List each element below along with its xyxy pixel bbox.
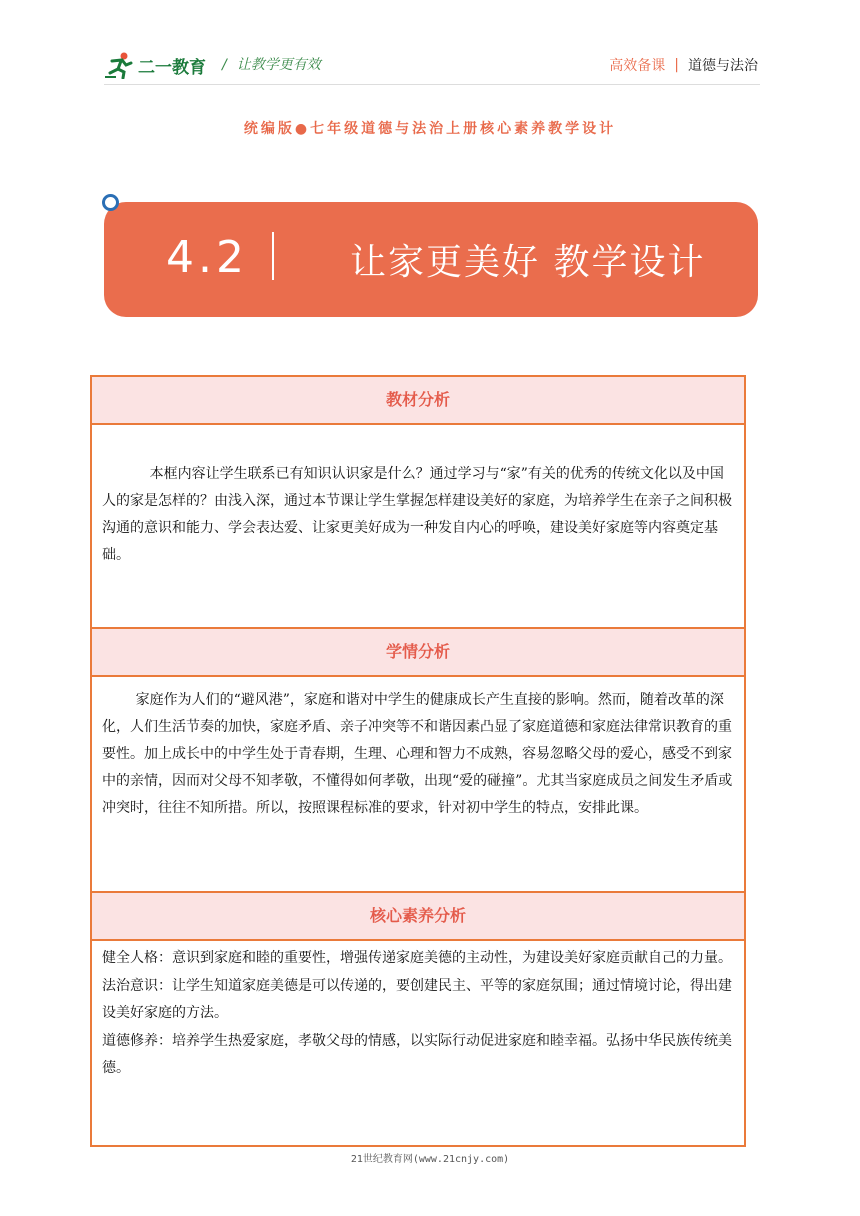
tag-subject: 道德与法治 xyxy=(688,58,758,74)
runner-logo-icon xyxy=(104,51,134,79)
page-footer: 21世纪教育网(www.21cnjy.com) xyxy=(350,1154,510,1165)
literacy-item: 道德修养：培养学生热爱家庭，孝敬父母的情感，以实际行动促进家庭和睦幸福。弘扬中华民族传统美德。 xyxy=(102,1032,732,1076)
banner-divider xyxy=(272,232,274,280)
section-body-literacy xyxy=(92,941,744,1145)
slogan-text: 让教学更有效 xyxy=(236,57,321,73)
section-header-literacy: 核心素养分析 xyxy=(92,893,744,941)
header-divider xyxy=(104,84,760,85)
tag-separator: | xyxy=(674,57,679,73)
logo-text: 二一教育 xyxy=(138,57,206,78)
slogan-slash: / xyxy=(222,57,227,73)
page-header xyxy=(0,0,860,100)
section-body-textbook xyxy=(92,425,744,629)
section-body-students xyxy=(92,677,744,893)
slogan xyxy=(222,54,321,74)
banner-circle-icon xyxy=(102,194,119,211)
logo xyxy=(104,50,206,80)
tag-efficient-prep: 高效备课 xyxy=(609,58,666,74)
document-subtitle: 统编版●七年级道德与法治上册核心素养教学设计 xyxy=(243,121,617,137)
header-tags xyxy=(609,55,758,75)
students-paragraph: 家庭作为人们的“避风港”，家庭和谐对中学生的健康成长产生直接的影响。然而，随着改革的深化，人们生活节奏的加快，家庭矛盾、亲子冲突等不和谐因素凸显了家庭道德和家庭法律常识教育的重要性。加上成长中的中学生处于青春期，生理、心理和智力不成熟，容易忽略父母的爱心，感受不到家中的亲情，因而对父母不知孝敬，不懂得如何孝敬，出现“爱的碰撞”。尤其当家庭成员之间发生矛盾或冲突时，往往不知所措。所以，按照课程标准的要求，针对初中学生的特点，安排此课。 xyxy=(102,692,733,816)
literacy-item: 健全人格：意识到家庭和睦的重要性，增强传递家庭美德的主动性，为建设美好家庭贡献自己的力量。 xyxy=(102,950,732,966)
lesson-number: 4.2 xyxy=(166,232,248,283)
lesson-title: 让家更美好 教学设计 xyxy=(350,242,706,283)
analysis-table xyxy=(90,375,746,1147)
section-header-students: 学情分析 xyxy=(92,629,744,677)
literacy-item: 法治意识：让学生知道家庭美德是可以传递的，要创建民主、平等的家庭氛围；通过情境讨论，得出建设美好家庭的方法。 xyxy=(102,977,732,1021)
section-header-textbook: 教材分析 xyxy=(92,377,744,425)
textbook-paragraph: 本框内容让学生联系已有知识认识家是什么？通过学习与“家”有关的优秀的传统文化以及中国人的家是怎样的？由浅入深，通过本节课让学生掌握怎样建设美好的家庭，为培养学生在亲子之间积极沟通的意识和能力、学会表达爱、让家更美好成为一种发自内心的呼唤，建设美好家庭等内容奠定基础。 xyxy=(102,466,732,563)
